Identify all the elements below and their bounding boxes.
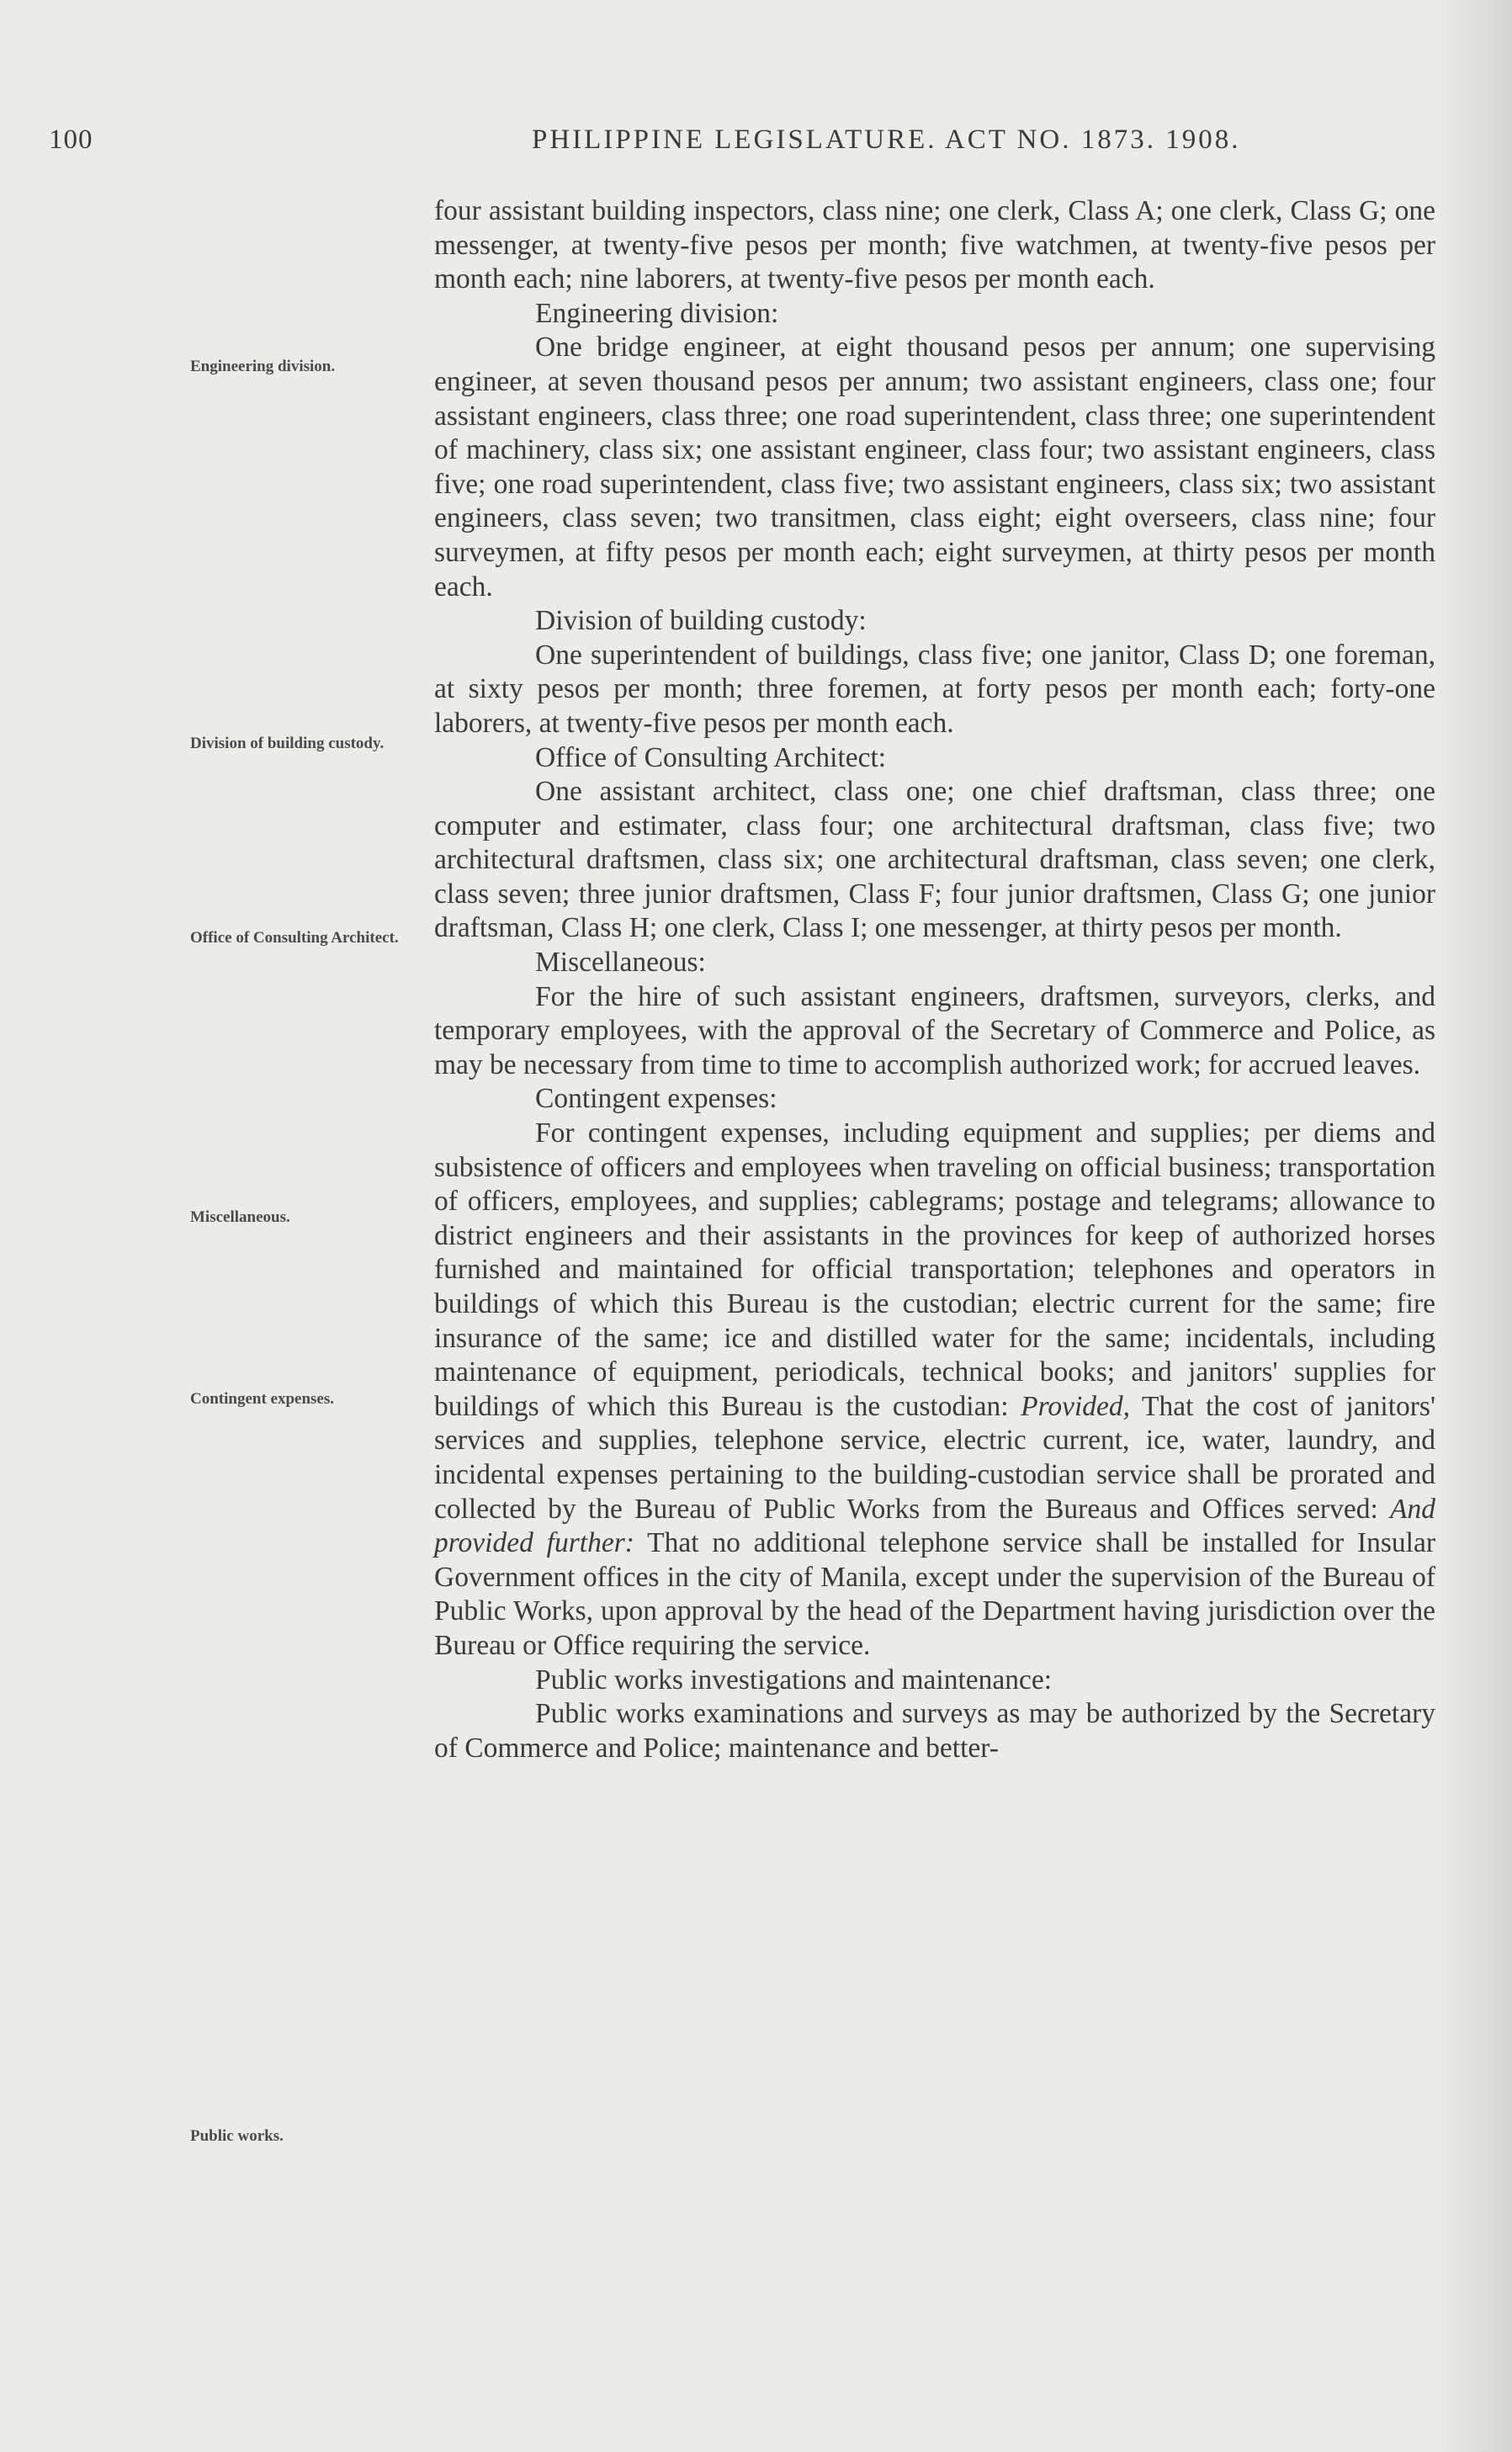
heading-miscellaneous: Miscellaneous: bbox=[535, 947, 706, 979]
heading-building-custody: Division of building custody: bbox=[535, 605, 867, 637]
proviso-italic-1: Provided, bbox=[1021, 1390, 1131, 1422]
paragraph-contingent-expenses bbox=[434, 1117, 1435, 1664]
margin-note-contingent-expenses: Contingent expenses. bbox=[190, 1390, 335, 1408]
page-edge-shadow bbox=[1436, 0, 1512, 2452]
contingent-text-3: That no additional telephone service shall be installed for Insular Government offices in the city of Manila, except under the supervision of the Bureau of Public Works, upon approval by the head of the Department having jurisdiction over the Bureau or Office requiring the service. bbox=[434, 1527, 1435, 1661]
page-number: 100 bbox=[49, 125, 93, 155]
running-head: PHILIPPINE LEGISLATURE. ACT NO. 1873. 1908. bbox=[532, 125, 1241, 155]
heading-contingent-expenses: Contingent expenses: bbox=[535, 1083, 777, 1115]
paragraph-engineering-division: One bridge engineer, at eight thousand pesos per annum; one supervising engineer, at seven thousand pesos per annum; two assistant engineers, class one; four assistant engineers, class three; one road superintendent, class three; one superintendent of machinery, class six; one assistant engineer, class four; two assistant engineers, class five; one road superintendent, class five; two assistant engineers, class six; two assistant engineers, class seven; two transitmen, class eight; eight overseers, class nine; four surveymen, at fifty pesos per month each; eight surveymen, at thirty pesos per month each. bbox=[434, 332, 1435, 602]
paragraph-public-works: Public works examinations and surveys as may be authorized by the Secretary of Commerce and Police; maintenance and better- bbox=[434, 1698, 1435, 1764]
margin-note-miscellaneous: Miscellaneous. bbox=[190, 1208, 290, 1226]
margin-note-public-works: Public works. bbox=[190, 2127, 284, 2145]
margin-note-consulting-architect: Office of Consulting Architect. bbox=[190, 929, 399, 947]
heading-consulting-architect: Office of Consulting Architect: bbox=[535, 741, 887, 773]
margin-note-building-custody: Division of building custody. bbox=[190, 735, 385, 752]
heading-engineering-division: Engineering division: bbox=[535, 297, 779, 329]
paragraph-miscellaneous: For the hire of such assistant engineers, draftsmen, surveyors, clerks, and temporary employees, with the approval of the Secretary of Commerce and Police, as may be necessary from time to time to accomplish authorized work; for accrued leaves. bbox=[434, 980, 1435, 1080]
margin-note-engineering: Engineering division. bbox=[190, 358, 336, 375]
paragraph-continuation: four assistant building inspectors, class nine; one clerk, Class A; one clerk, Class G; one messenger, at twenty-five pesos per month; five watchmen, at twenty-five pesos per month each; nine laborers, at twenty-five pesos per month each. bbox=[434, 195, 1435, 295]
contingent-text-2: That the cost of janitors' services and supplies, telephone service, electric current, ice, water, laundry, and incidental expenses pertaining to the building-custodian service shall be prorated and collected by the Bureau of Public Works from the Bureaus and Offices served: bbox=[434, 1390, 1435, 1525]
contingent-text-1: For contingent expenses, including equipment and supplies; per diems and subsistence of officers and employees when traveling on official business; transportation of officers, employees, and supplies; cablegrams; postage and telegrams; allowance to district engineers and their assistants in the provinces for keep of authorized horses furnished and maintained for official transportation; telephones and operators in buildings of which this Bureau is the custodian; electric current for the same; fire insurance of the same; ice and distilled water for the same; incidentals, including maintenance of equipment, periodicals, technical books; and janitors' supplies for buildings of which this Bureau is the custodian: bbox=[434, 1117, 1435, 1422]
paragraph-consulting-architect: One assistant architect, class one; one chief draftsman, class three; one computer and estimater, class four; one architectural draftsman, class five; two architectural draftsmen, class six; one architectural draftsman, class seven; one clerk, class seven; three junior draftsmen, Class F; four junior draftsmen, Class G; one junior draftsman, Class H; one clerk, Class I; one messenger, at thirty pesos per month. bbox=[434, 776, 1435, 944]
heading-public-works: Public works investigations and maintenance: bbox=[535, 1664, 1053, 1696]
body-text bbox=[434, 194, 1435, 1765]
paragraph-building-custody: One superintendent of buildings, class five; one janitor, Class D; one foreman, at sixty pesos per month; three foremen, at forty pesos per month each; forty-one laborers, at twenty-five pesos per month each. bbox=[434, 639, 1435, 739]
proviso-italic-2: And provided further: bbox=[434, 1493, 1436, 1559]
